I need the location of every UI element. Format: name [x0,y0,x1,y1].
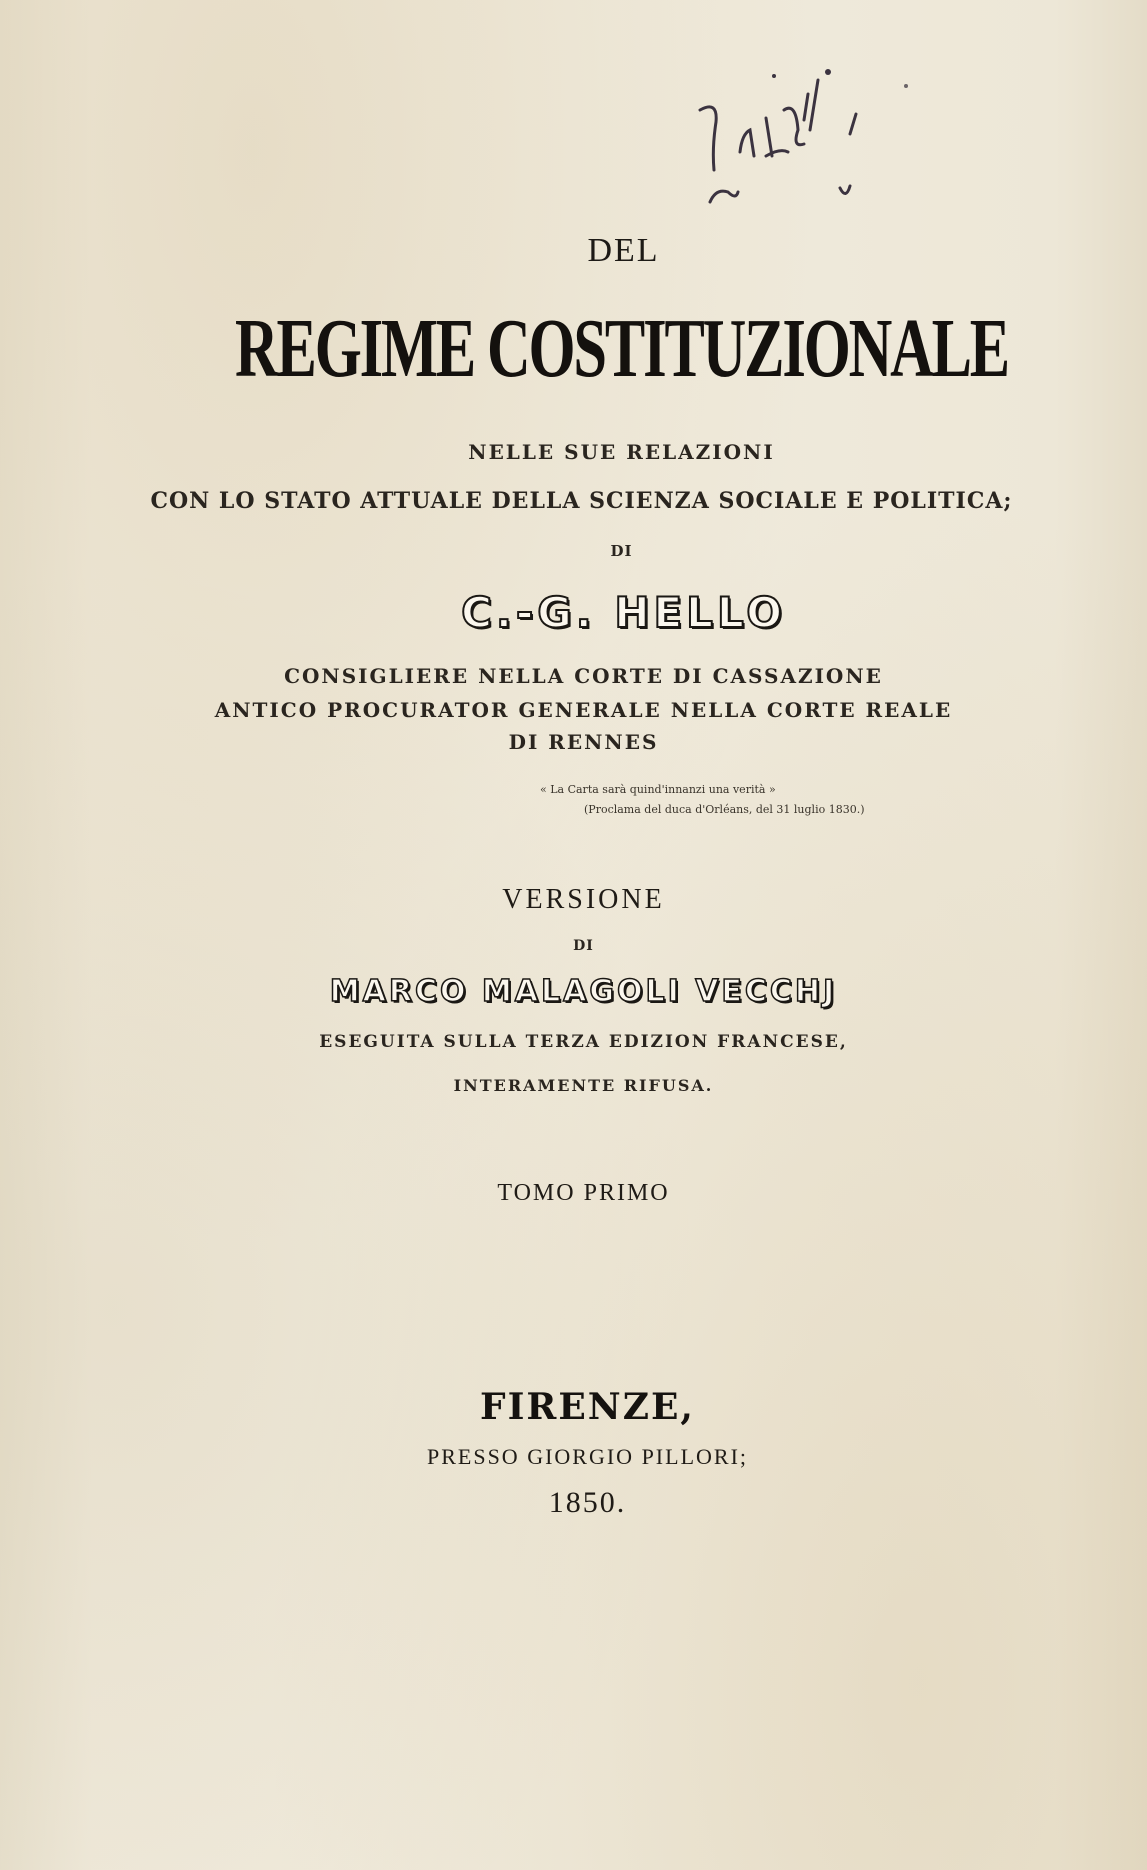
translator-name: MARCO MALAGOLI VECCHJ [329,974,838,1009]
author-role-line-1: CONSIGLIERE NELLA CORTE DI CASSAZIONE [284,664,883,688]
author-by-label: DI [610,542,633,560]
imprint-year: 1850. [548,1486,627,1519]
author-role-line-2: ANTICO PROCURATOR GENERALE NELLA CORTE REALE [214,698,953,722]
subtitle-line-1: NELLE SUE RELAZIONI [468,440,775,464]
title-prefix: DEL [587,232,660,269]
author-role-line-3: DI RENNES [508,730,659,754]
subtitle-line-2: CON LO STATO ATTUALE DELLA SCIENZA SOCIALE E POLITICA; [150,488,1013,514]
version-label: VERSIONE [502,884,665,915]
epigraph [530,780,930,820]
handwritten-inscription [680,60,970,230]
imprint-city: FIRENZE, [480,1386,695,1428]
translator-by-label: DI [573,938,594,954]
main-title: REGIME COSTITUZIONALE [235,302,1008,395]
epigraph-quote: « La Carta sarà quind'innanzi una verità » [540,783,776,796]
edition-line-1: ESEGUITA SULLA TERZA EDIZION FRANCESE, [319,1032,848,1052]
epigraph-source: (Proclama del duca d'Orléans, del 31 luglio 1830.) [584,803,865,816]
imprint-publisher: PRESSO GIORGIO PILLORI; [426,1444,749,1469]
author-name: C.-G. HELLO [461,588,786,637]
volume-label: TOMO PRIMO [497,1180,670,1206]
edition-line-2: INTERAMENTE RIFUSA. [453,1076,714,1095]
